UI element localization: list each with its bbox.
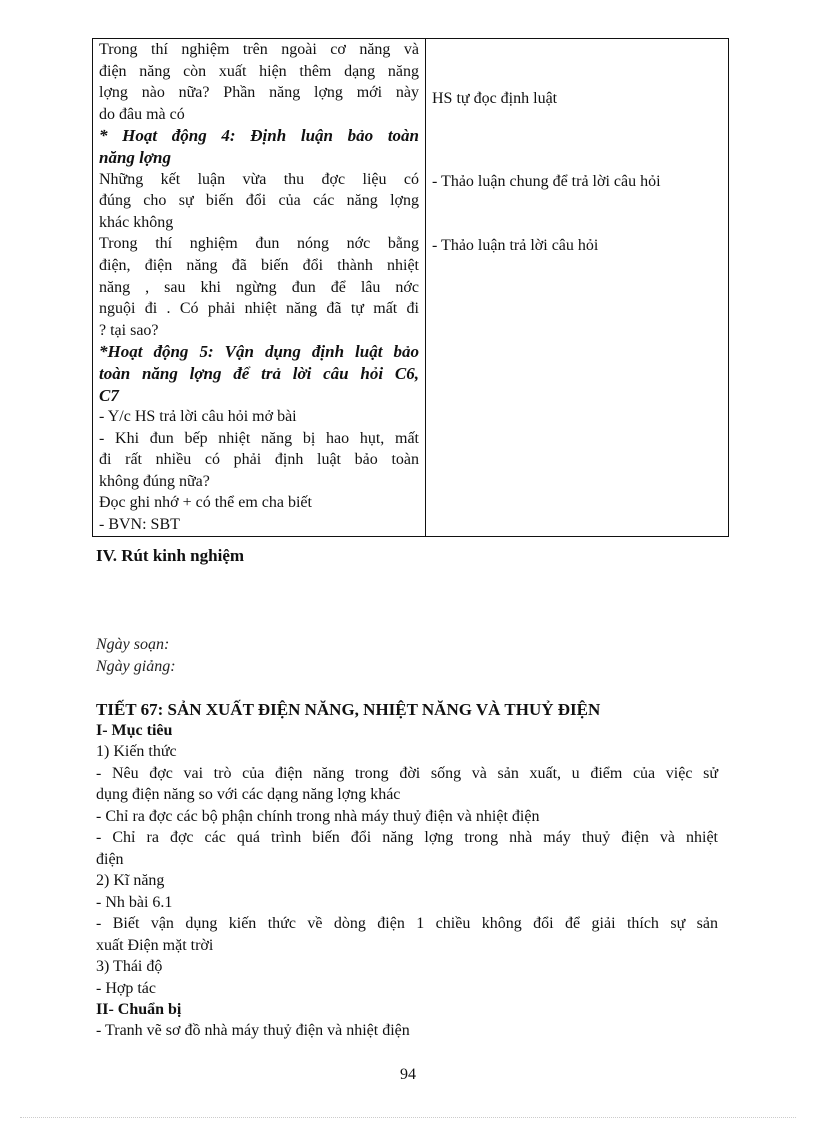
subsection-thai-do: 3) Thái độ: [96, 958, 163, 975]
teacher-activity-line: năng , sau khi ngừng đun để lâu nớc: [99, 278, 419, 296]
objective-line: - Chỉ ra đợc các quá trình biến đổi năng lợng trong nhà máy thuỷ điện và nhiệt: [96, 829, 718, 846]
skill-line: xuất Điện mặt trời: [96, 936, 214, 954]
lesson-67-content: [96, 700, 718, 1042]
activity-heading-line: *Hoạt động 5: Vận dụng định luật bảo: [99, 342, 419, 362]
student-activity-2: - Thảo luận chung để trả lời câu hỏi: [432, 172, 661, 190]
teacher-activity-line: - Y/c HS trả lời câu hỏi mở bài: [99, 408, 297, 426]
teacher-activity-line: đi rất nhiều có phải định luật bảo toàn: [99, 451, 419, 469]
teacher-activity-line: Trong thí nghiệm đun nóng nớc bằng: [99, 235, 419, 253]
teacher-activity-line: lợng nào nữa? Phần năng lợng mới này: [99, 84, 419, 102]
teacher-activity-line: Đọc ghi nhớ + có thể em cha biết: [99, 494, 312, 512]
activity-heading-line: * Hoạt động 4: Định luận bảo toàn: [99, 126, 419, 146]
subsection-kien-thuc: 1) Kiến thức: [96, 743, 177, 760]
skill-line: - Nh bài 6.1: [96, 893, 173, 911]
section-rut-kinh-nghiem: IV. Rút kinh nghiệm: [96, 546, 245, 565]
teacher-activity-line: - Khi đun bếp nhiệt năng bị hao hụt, mất: [99, 429, 419, 447]
teacher-activity-line: Trong thí nghiệm trên ngoài cơ năng và: [99, 41, 419, 58]
activity-heading-line: C7: [99, 385, 119, 405]
teacher-activity-line: do đâu mà có: [99, 105, 185, 123]
subsection-ki-nang: 2) Kĩ năng: [96, 872, 165, 889]
objective-line: - Chỉ ra đợc các bộ phận chính trong nhà máy thuỷ điện và nhiệt điện: [96, 807, 540, 825]
activity-heading-line: năng lợng: [99, 147, 171, 167]
ngay-giang: Ngày giảng:: [96, 658, 176, 675]
activity-heading-line: toàn năng lợng để trả lời câu hỏi C6,: [99, 363, 419, 383]
teacher-activity-line: ? tại sao?: [99, 321, 159, 339]
student-activities-cell: [426, 39, 729, 537]
teacher-activity-line: khác không: [99, 213, 174, 231]
student-activity-1: HS tự đọc định luật: [432, 90, 558, 107]
teacher-activity-line: điện, điện năng đã biến đổi thành nhiệt: [99, 256, 419, 274]
ngay-soan: Ngày soạn:: [96, 636, 170, 653]
objective-line: điện: [96, 850, 124, 868]
teacher-activity-line: không đúng nữa?: [99, 472, 210, 490]
dates-block: [96, 634, 176, 678]
lesson-activity-table: [92, 38, 729, 537]
objective-line: dụng điện năng so với các dạng năng lợng khác: [96, 786, 401, 803]
footer-divider: [20, 1117, 796, 1118]
preparation-line: - Tranh vẽ sơ đồ nhà máy thuỷ điện và nhiệt điện: [96, 1022, 410, 1039]
page-number: 94: [400, 1066, 416, 1083]
teacher-activity-line: - BVN: SBT: [99, 516, 180, 534]
teacher-activity-line: điện năng còn xuất hiện thêm dạng năng: [99, 62, 419, 80]
lesson-title: TIẾT 67: SẢN XUẤT ĐIỆN NĂNG, NHIỆT NĂNG VÀ THUỶ ĐIỆN: [96, 700, 601, 719]
section-chuan-bi: II- Chuẩn bị: [96, 1001, 182, 1018]
attitude-line: - Hợp tác: [96, 979, 156, 997]
objective-line: - Nêu đợc vai trò của điện năng trong đời sống và sản xuất, u điểm của việc sử: [96, 764, 718, 782]
student-activity-3: - Thảo luận trả lời câu hỏi: [432, 237, 599, 255]
teacher-activities-cell: [93, 39, 426, 537]
section-muc-tieu: I- Mục tiêu: [96, 722, 173, 739]
teacher-activity-line: đúng cho sự biến đổi của các năng lợng: [99, 192, 419, 210]
teacher-activity-line: nguội đi . Có phải nhiệt năng đã tự mất đi: [99, 300, 419, 318]
teacher-activity-line: Những kết luận vừa thu đợc liệu có: [99, 170, 419, 188]
skill-line: - Biết vận dụng kiến thức về dòng điện 1 chiều không đổi để giải thích sự sản: [96, 915, 718, 932]
